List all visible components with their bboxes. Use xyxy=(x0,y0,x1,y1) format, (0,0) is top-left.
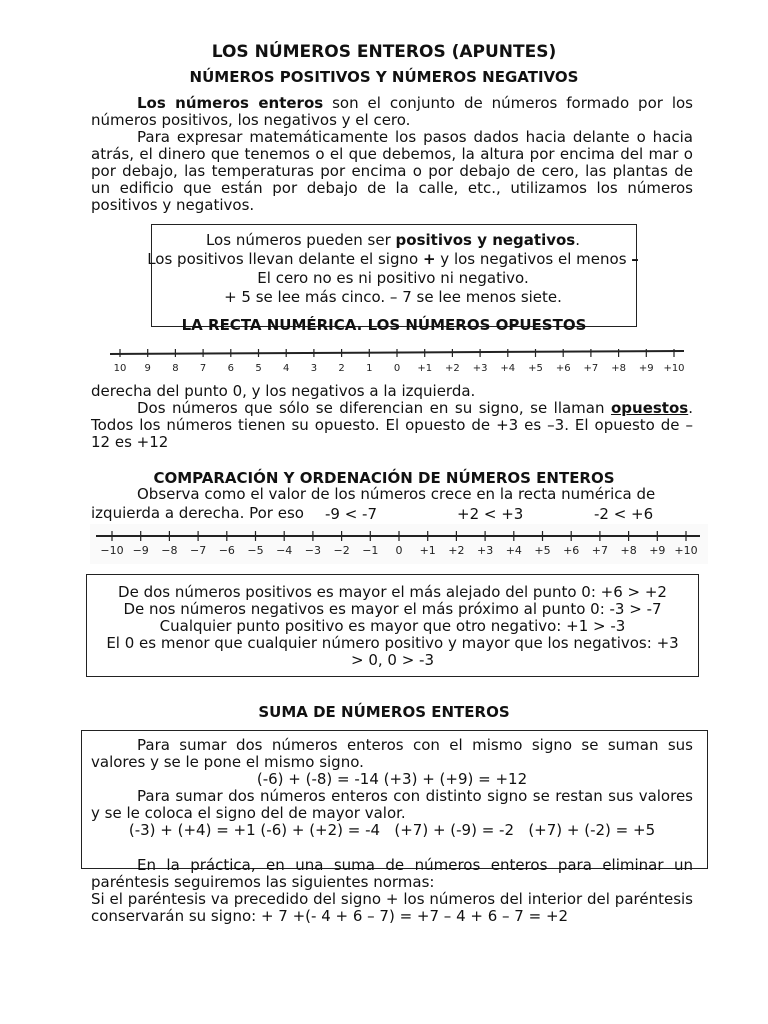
number-line-2-tick-label: −10 xyxy=(100,544,124,557)
rule-line-3: Cualquier punto positivo es mayor que otro negativo: +1 > -3 xyxy=(159,617,626,635)
comparison-example-3: -2 < +6 xyxy=(594,505,654,523)
section-heading-number-line: LA RECTA NUMÉRICA. LOS NÚMEROS OPUESTOS xyxy=(181,316,587,334)
comparison-example-1: -9 < -7 xyxy=(325,505,378,523)
rule-line-1: De dos números positivos es mayor el más alejado del punto 0: +6 > +2 xyxy=(118,583,667,601)
number-line-2-tick-label: +8 xyxy=(620,544,637,557)
number-line-1-tick-label: 9 xyxy=(144,363,151,374)
number-line-2-tick-label: +1 xyxy=(419,544,436,557)
opposites-paragraph xyxy=(91,400,693,451)
comparison-text-2: izquierda a derecha. Por eso xyxy=(91,504,304,522)
page-subtitle: NÚMEROS POSITIVOS Y NÚMEROS NEGATIVOS xyxy=(189,68,579,86)
signs-line-2-c: y los negativos el menos xyxy=(435,250,632,268)
signs-line-3: El cero no es ni positivo ni negativo. xyxy=(257,269,529,287)
number-line-1-tick-label: +9 xyxy=(638,363,654,374)
number-line-2-tick-label: +5 xyxy=(534,544,551,557)
number-line-1-tick-label: 6 xyxy=(227,363,234,374)
number-line-2-tick-label: −1 xyxy=(362,544,379,557)
signs-line-4: + 5 se lee más cinco. – 7 se lee menos siete. xyxy=(224,288,562,306)
number-line-1-tick-label: 2 xyxy=(338,363,345,374)
rule-line-4: El 0 es menor que cualquier número positivo y mayor que los negativos: +3 xyxy=(106,634,679,652)
sum-different-sign-text: Para sumar dos números enteros con distinto signo se restan sus valores y se le coloca el signo del de mayor valor. xyxy=(91,787,693,822)
opposites-term: opuestos xyxy=(610,399,689,417)
section-heading-comparison: COMPARACIÓN Y ORDENACIÓN DE NÚMEROS ENTEROS xyxy=(153,469,615,487)
number-line-2-tick-label: 0 xyxy=(395,544,403,557)
signs-line-1-bold: positivos y negativos xyxy=(395,231,576,249)
number-line-2-tick-label: +9 xyxy=(649,544,666,557)
number-line-1-tick-label: +7 xyxy=(583,363,599,374)
intro-text: son el conjunto de números formado por los números positivos, los negativos y el cero. xyxy=(91,94,693,129)
signs-line-1 xyxy=(100,231,686,250)
number-line-2-tick-label: −4 xyxy=(276,544,293,557)
opposites-text-a: Dos números que sólo se diferencian en su signo, se llaman xyxy=(137,399,611,417)
comparison-rules-box xyxy=(86,574,699,677)
intro-paragraph-2: Para expresar matemáticamente los pasos dados hacia delante o hacia atrás, el dinero que tenemos o el que debemos, la altura por encima del mar o por debajo, las temperaturas por encima o por debajo de cero, las plantas de un edificio que están por debajo de la calle, etc., utilizamos los números positivos y negativos. xyxy=(91,128,693,214)
number-line-2-tick-label: −7 xyxy=(189,544,207,557)
page-title: LOS NÚMEROS ENTEROS (APUNTES) xyxy=(211,42,557,62)
number-line-1-tick-label: +1 xyxy=(417,363,433,374)
number-line-1-tick-label: 1 xyxy=(366,363,373,374)
signs-line-2-a: Los positivos llevan delante el signo xyxy=(147,250,423,268)
sum-same-sign-text: Para sumar dos números enteros con el mismo signo se suman sus valores y se le pone el mismo signo. xyxy=(91,736,693,771)
number-line-2-tick-label: −6 xyxy=(218,544,235,557)
number-line-2-tick-label: +4 xyxy=(505,544,522,557)
number-line-1-tick-label: +10 xyxy=(663,363,685,374)
sum-equation-2: (-3) + (+4) = +1 (-6) + (+2) = -4 (+7) + (-9) = -2 (+7) + (-2) = +5 xyxy=(128,821,656,839)
number-line-1 xyxy=(0,340,768,380)
comparison-example-2: +2 < +3 xyxy=(457,505,524,523)
signs-line-1-a: Los números pueden ser xyxy=(205,231,396,249)
number-line-1-tick-label: +2 xyxy=(445,363,460,374)
number-line-2-tick-label: −3 xyxy=(304,544,322,557)
number-line-2-tick-label: +7 xyxy=(591,544,609,557)
signs-line-2 xyxy=(100,250,686,269)
plus-sign: + xyxy=(422,250,436,268)
parentheses-rule-text: Si el paréntesis va precedido del signo + los números del interior del paréntesis conservarán su signo: + 7 +(- 4 + 6 – 7) = +7 – 4 + 6 – 7 = +2 xyxy=(91,890,693,925)
number-line-1-tick-label: +4 xyxy=(500,363,516,374)
section-heading-sum: SUMA DE NÚMEROS ENTEROS xyxy=(258,703,510,721)
number-line-1-tick-label: 8 xyxy=(172,363,179,374)
number-line-1-tick-label: +5 xyxy=(528,363,543,374)
number-line-1-tick-label: 3 xyxy=(310,363,318,374)
signs-info-text xyxy=(100,231,686,307)
number-line-2-tick-label: +6 xyxy=(563,544,580,557)
signs-line-1-c: . xyxy=(575,231,581,249)
number-line-text-1: derecha del punto 0, y los negativos a la izquierda. xyxy=(91,382,476,400)
number-line-2-tick-label: +10 xyxy=(674,544,698,557)
number-line-1-tick-label: 7 xyxy=(199,363,207,374)
number-line-2 xyxy=(0,522,768,566)
intro-bold-term: Los números enteros xyxy=(137,94,324,112)
comparison-text-1: Observa como el valor de los números crece en la recta numérica de xyxy=(137,485,656,503)
number-line-2-tick-label: −9 xyxy=(132,544,149,557)
number-line-2-tick-label: −2 xyxy=(333,544,350,557)
number-line-1-tick-label: +6 xyxy=(555,363,571,374)
number-line-2-tick-label: +2 xyxy=(448,544,465,557)
minus-sign: – xyxy=(631,250,639,268)
intro-paragraph-1 xyxy=(91,95,693,129)
number-line-1-tick-label: +8 xyxy=(611,363,626,374)
parentheses-intro-text: En la práctica, en una suma de números enteros para eliminar un paréntesis seguiremos las siguientes normas: xyxy=(91,856,693,891)
number-line-2-tick-label: −8 xyxy=(161,544,178,557)
sum-equation-1: (-6) + (-8) = -14 (+3) + (+9) = +12 xyxy=(256,770,528,788)
rule-line-2: De nos números negativos es mayor el más próximo al punto 0: -3 > -7 xyxy=(123,600,662,618)
number-line-1-tick-label: 5 xyxy=(255,363,262,374)
number-line-2-tick-label: +3 xyxy=(476,544,494,557)
number-line-1-tick-label: +3 xyxy=(472,363,488,374)
number-line-1-tick-label: 0 xyxy=(393,363,401,374)
number-line-1-tick-label: 4 xyxy=(283,363,290,374)
number-line-1-tick-label: 10 xyxy=(113,363,127,374)
number-line-2-tick-label: −5 xyxy=(247,544,264,557)
opposites-text-c: . Todos los números tienen su opuesto. El opuesto de +3 es –3. El opuesto de –12 es +12 xyxy=(91,399,693,451)
rule-line-5: > 0, 0 > -3 xyxy=(350,651,435,669)
